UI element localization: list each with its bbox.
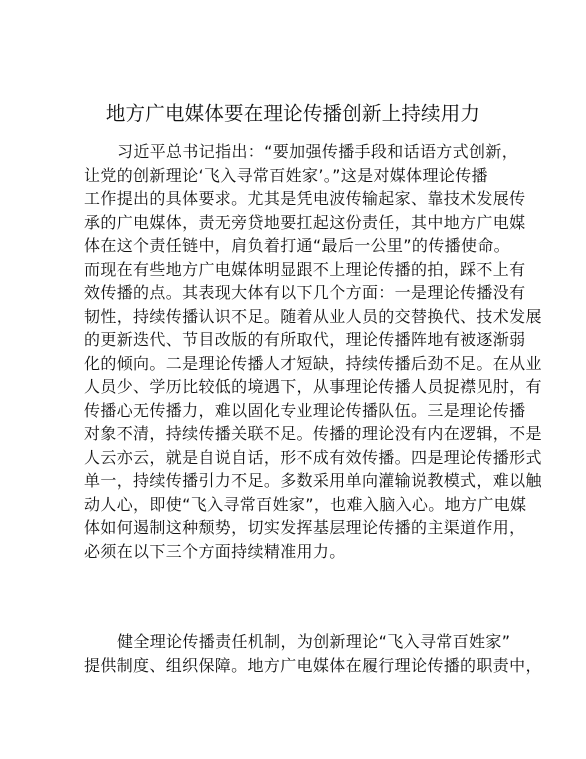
paragraph-line: 工作提出的具体要求。尤其是凭电波传输起家、靠技术发展传: [84, 189, 526, 208]
document-title: 地方广电媒体要在理论传播创新上持续用力: [105, 102, 481, 125]
paragraph-line: 动人心，即使“飞入寻常百姓家”，也难入脑入心。地方广电媒: [84, 494, 527, 514]
paragraph-line: 健全理论传播责任机制，为创新理论“飞入寻常百姓家”: [117, 632, 511, 651]
paragraph-line: 体在这个责任链中，肩负着打通“最后一公里”的传播使命。: [84, 236, 511, 255]
paragraph-line: 提供制度、组织保障。地方广电媒体在履行理论传播的职责中，: [84, 655, 542, 675]
paragraph-line: 人云亦云，就是自说自话，形不成有效传播。四是理论传播形式: [84, 447, 542, 467]
paragraph-line: 体如何遏制这种颓势，切实发挥基层理论传播的主渠道作用，: [84, 518, 526, 537]
paragraph-line: 韧性，持续传播认识不足。随着从业人员的交替换代、技术发展: [84, 306, 542, 326]
paragraph-line: 承的广电媒体，责无旁贷地要扛起这份责任，其中地方广电媒: [84, 212, 526, 232]
paragraph-1: [84, 140, 542, 563]
paragraph-2: [84, 630, 542, 677]
paragraph-line: 的更新迭代、节目改版的有所取代，理论传播阵地有被逐渐弱: [84, 330, 526, 349]
paragraph-line: 人员少、学历比较低的境遇下，从事理论传播人员捉襟见肘，有: [84, 377, 542, 396]
paragraph-line: 传播心无传播力，难以固化专业理论传播队伍。三是理论传播: [84, 400, 526, 420]
paragraph-line: 必须在以下三个方面持续精准用力。: [84, 541, 346, 561]
paragraph-line: 化的倾向。二是理论传播人才短缺，持续传播后劲不足。在从业: [84, 353, 542, 373]
paragraph-line: 让党的创新理论‘飞入寻常百姓家’。”这是对媒体理论传播: [84, 165, 488, 185]
paragraph-line: 对象不清，持续传播关联不足。传播的理论没有内在逻辑，不是: [84, 424, 542, 443]
paragraph-line: 习近平总书记指出：“要加强传播手段和话语方式创新，: [117, 142, 519, 161]
paragraph-line: 而现在有些地方广电媒体明显跟不上理论传播的拍，踩不上有: [84, 259, 526, 279]
paragraph-line: 效传播的点。其表现大体有以下几个方面：一是理论传播没有: [84, 283, 526, 302]
paragraph-line: 单一，持续传播引力不足。多数采用单向灌输说教模式，难以触: [84, 471, 542, 490]
